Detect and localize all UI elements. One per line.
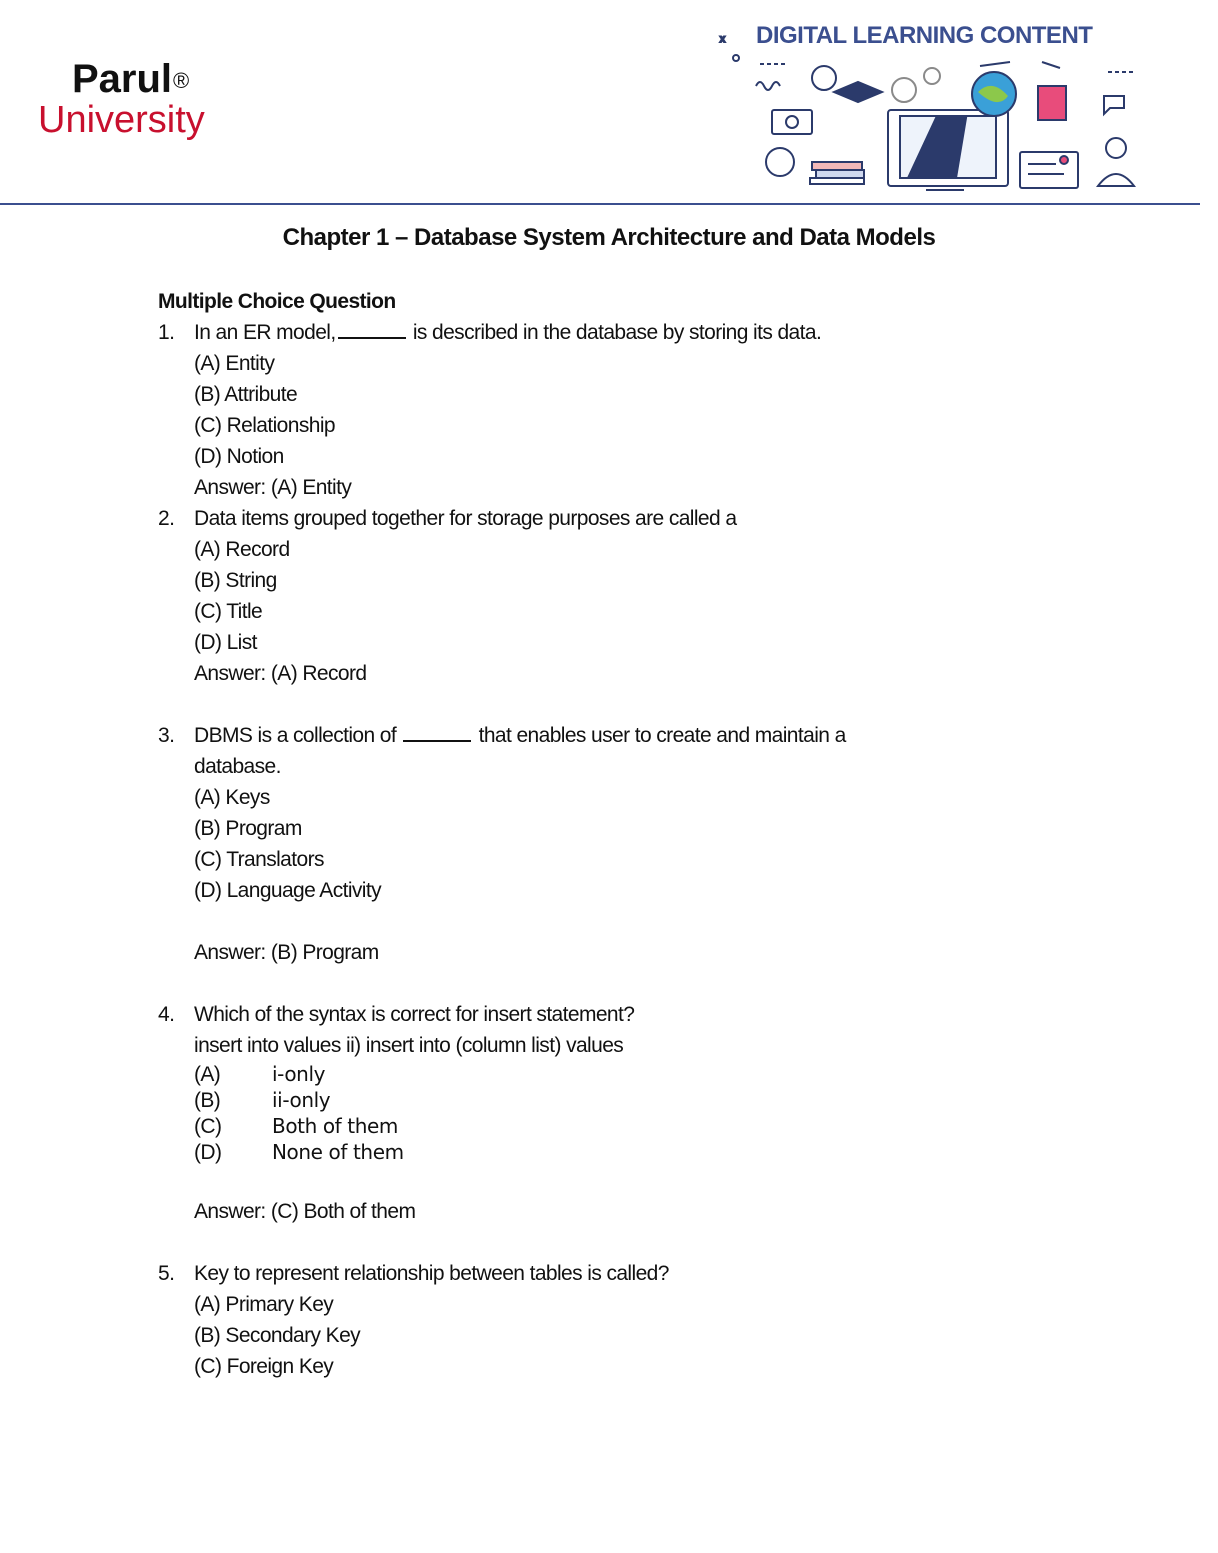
certificate-icon — [1020, 152, 1078, 188]
question-text: Key to represent relationship between tables is called? — [194, 1262, 669, 1285]
option-c: (C) Relationship — [194, 414, 335, 437]
option-c: (C) Title — [194, 600, 263, 623]
option-c: (C) Foreign Key — [194, 1355, 334, 1378]
answer: Answer: (C) Both of them — [194, 1200, 416, 1223]
option-a: (A) Keys — [194, 786, 270, 809]
header-divider — [0, 203, 1200, 205]
mcq-content — [158, 286, 1138, 1382]
option-label: (C) — [194, 1115, 222, 1138]
answer: Answer: (B) Program — [194, 941, 379, 964]
question-number: 5. — [158, 1262, 175, 1285]
option-b — [158, 1087, 1138, 1113]
question-5 — [158, 1258, 1138, 1382]
question-text: that enables user to create and maintain a — [473, 724, 846, 747]
option-a: (A) Primary Key — [194, 1293, 334, 1316]
option-a — [158, 1061, 1138, 1087]
option-value: i-only — [272, 1062, 326, 1086]
banner-title: DIGITAL LEARNING CONTENT — [756, 22, 1093, 49]
person-icon — [1106, 138, 1126, 158]
section-heading: Multiple Choice Question — [158, 290, 396, 313]
logo-parul-text: Parul — [72, 57, 173, 101]
option-label: (D) — [194, 1141, 222, 1164]
chat-icon — [1104, 96, 1124, 114]
parul-university-logo — [38, 58, 205, 140]
question-text: is described in the database by storing its data. — [407, 321, 822, 344]
question-text-continued: database. — [194, 755, 281, 778]
answer: Answer: (A) Entity — [194, 476, 352, 499]
option-c: (C) Translators — [194, 848, 324, 871]
chapter-title: Chapter 1 – Database System Architecture and Data Models — [282, 224, 936, 251]
blank-line — [338, 317, 406, 339]
option-d: (D) List — [194, 631, 257, 654]
option-d — [158, 1139, 1138, 1165]
answer: Answer: (A) Record — [194, 662, 367, 685]
question-text: Data items grouped together for storage purposes are called a — [194, 507, 737, 530]
svg-text:x: x — [720, 34, 725, 45]
blank-line — [403, 720, 471, 742]
question-text: Which of the syntax is correct for insert statement? — [194, 1003, 635, 1026]
option-value: ii-only — [272, 1088, 331, 1112]
question-3 — [158, 720, 1138, 968]
question-number: 4. — [158, 1003, 175, 1026]
question-2 — [158, 503, 1138, 689]
option-c — [158, 1113, 1138, 1139]
option-b: (B) Program — [194, 817, 302, 840]
question-number: 3. — [158, 724, 175, 747]
option-label: (A) — [194, 1063, 221, 1086]
badge-icon — [812, 66, 836, 90]
dot-icon — [733, 55, 739, 61]
wave-icon — [756, 82, 780, 90]
option-value: Both of them — [272, 1114, 398, 1138]
books-icon — [812, 162, 862, 170]
option-b: (B) Secondary Key — [194, 1324, 361, 1347]
question-text: In an ER model, — [194, 321, 336, 344]
question-text: DBMS is a collection of — [194, 724, 402, 747]
option-value: None of them — [272, 1140, 404, 1164]
question-number: 1. — [158, 321, 175, 344]
gear-icon — [892, 78, 916, 102]
option-d: (D) Notion — [194, 445, 284, 468]
option-a: (A) Record — [194, 538, 290, 561]
question-4 — [158, 999, 1138, 1227]
question-1 — [158, 317, 1138, 503]
logo-university-text: University — [38, 99, 205, 141]
option-a: (A) Entity — [194, 352, 275, 375]
option-label: (B) — [194, 1089, 221, 1112]
question-number: 2. — [158, 507, 175, 530]
option-b: (B) Attribute — [194, 383, 298, 406]
globe-icon — [766, 148, 794, 176]
graduation-cap-icon — [834, 82, 882, 102]
question-text-continued: insert into values ii) insert into (column list) values — [194, 1034, 624, 1057]
option-b: (B) String — [194, 569, 277, 592]
notebook-icon — [1038, 86, 1066, 120]
video-icon — [772, 110, 812, 134]
registered-mark: ® — [173, 68, 190, 93]
option-d: (D) Language Activity — [194, 879, 382, 902]
